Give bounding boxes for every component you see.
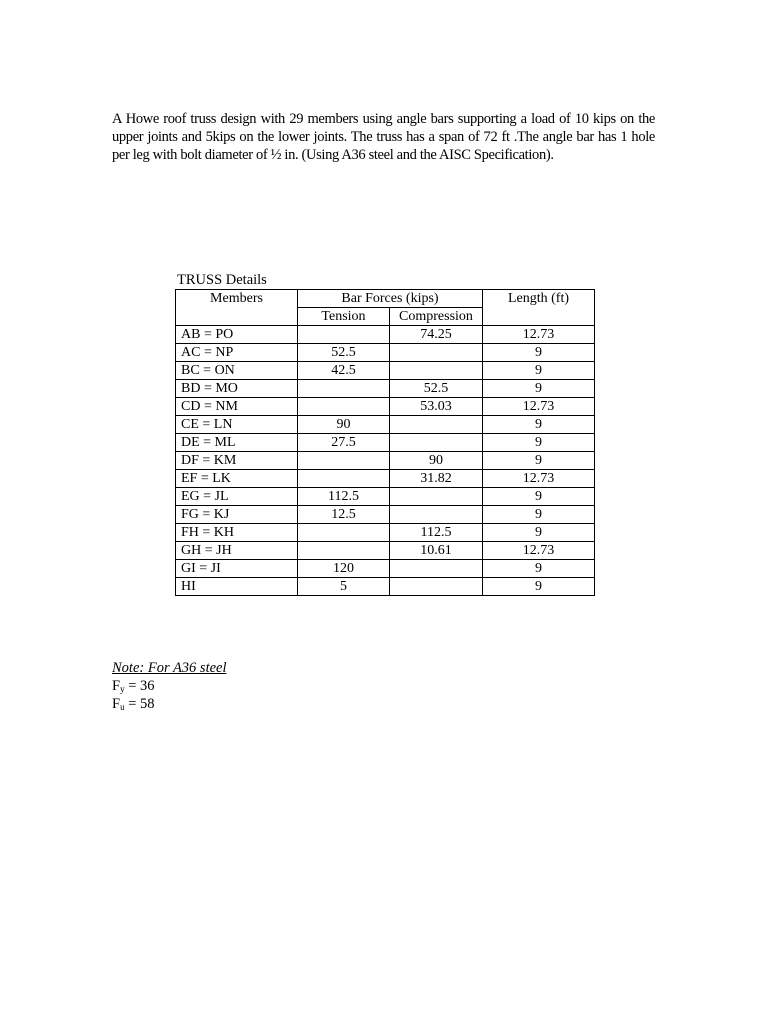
length-cell: 9 bbox=[483, 506, 595, 524]
fy-symbol: F bbox=[112, 678, 121, 694]
fy-value bbox=[112, 677, 227, 695]
table-row bbox=[176, 506, 595, 524]
member-cell: EF = LK bbox=[176, 470, 298, 488]
members-header: Members bbox=[176, 290, 298, 326]
table-caption: TRUSS Details bbox=[177, 272, 267, 288]
fy-equals: = 36 bbox=[124, 678, 155, 694]
tension-header: Tension bbox=[298, 308, 390, 326]
member-cell: CE = LN bbox=[176, 416, 298, 434]
problem-statement: A Howe roof truss design with 29 members using angle bars supporting a load of 10 kips on the upper joints and 5kips on the lower joints. The truss has a span of 72 ft .The angle bar has 1 hole per leg with bolt diameter of ½ in. (Using A36 steel and the AISC Specification). bbox=[112, 111, 655, 163]
table-row bbox=[176, 524, 595, 542]
length-cell: 9 bbox=[483, 560, 595, 578]
member-cell: FH = KH bbox=[176, 524, 298, 542]
compression-cell bbox=[390, 434, 483, 452]
table-row bbox=[176, 470, 595, 488]
table-row bbox=[176, 560, 595, 578]
table-row bbox=[176, 344, 595, 362]
tension-cell: 52.5 bbox=[298, 344, 390, 362]
tension-cell: 120 bbox=[298, 560, 390, 578]
member-cell: FG = KJ bbox=[176, 506, 298, 524]
length-cell: 9 bbox=[483, 380, 595, 398]
member-cell: DE = ML bbox=[176, 434, 298, 452]
tension-cell: 112.5 bbox=[298, 488, 390, 506]
length-header: Length (ft) bbox=[483, 290, 595, 326]
length-cell: 12.73 bbox=[483, 470, 595, 488]
member-cell: CD = NM bbox=[176, 398, 298, 416]
tension-cell bbox=[298, 452, 390, 470]
tension-cell bbox=[298, 398, 390, 416]
length-cell: 9 bbox=[483, 578, 595, 596]
tension-cell bbox=[298, 470, 390, 488]
length-cell: 9 bbox=[483, 416, 595, 434]
table-row bbox=[176, 326, 595, 344]
compression-cell: 74.25 bbox=[390, 326, 483, 344]
tension-cell bbox=[298, 326, 390, 344]
compression-cell: 52.5 bbox=[390, 380, 483, 398]
compression-cell bbox=[390, 560, 483, 578]
member-cell: BC = ON bbox=[176, 362, 298, 380]
member-cell: AC = NP bbox=[176, 344, 298, 362]
length-cell: 12.73 bbox=[483, 326, 595, 344]
length-cell: 9 bbox=[483, 452, 595, 470]
compression-cell bbox=[390, 344, 483, 362]
member-cell: HI bbox=[176, 578, 298, 596]
table-row bbox=[176, 452, 595, 470]
member-cell: AB = PO bbox=[176, 326, 298, 344]
length-cell: 9 bbox=[483, 362, 595, 380]
length-cell: 9 bbox=[483, 434, 595, 452]
member-cell: EG = JL bbox=[176, 488, 298, 506]
compression-cell: 53.03 bbox=[390, 398, 483, 416]
compression-cell bbox=[390, 578, 483, 596]
table-row bbox=[176, 542, 595, 560]
compression-cell bbox=[390, 506, 483, 524]
length-cell: 12.73 bbox=[483, 398, 595, 416]
member-cell: BD = MO bbox=[176, 380, 298, 398]
fu-subscript: u bbox=[120, 702, 125, 712]
compression-cell bbox=[390, 362, 483, 380]
member-cell: DF = KM bbox=[176, 452, 298, 470]
tension-cell bbox=[298, 380, 390, 398]
table-row bbox=[176, 434, 595, 452]
compression-cell bbox=[390, 416, 483, 434]
length-cell: 9 bbox=[483, 488, 595, 506]
length-cell: 12.73 bbox=[483, 542, 595, 560]
tension-cell bbox=[298, 542, 390, 560]
table-row bbox=[176, 398, 595, 416]
compression-cell: 90 bbox=[390, 452, 483, 470]
fy-subscript: y bbox=[120, 684, 125, 694]
table-row bbox=[176, 416, 595, 434]
compression-cell: 31.82 bbox=[390, 470, 483, 488]
compression-cell bbox=[390, 488, 483, 506]
tension-cell: 90 bbox=[298, 416, 390, 434]
tension-cell bbox=[298, 524, 390, 542]
bar-forces-header: Bar Forces (kips) bbox=[298, 290, 483, 308]
fu-equals: = 58 bbox=[124, 696, 155, 712]
table-header bbox=[176, 290, 595, 326]
compression-cell: 10.61 bbox=[390, 542, 483, 560]
length-cell: 9 bbox=[483, 344, 595, 362]
steel-note bbox=[112, 659, 227, 713]
compression-cell: 112.5 bbox=[390, 524, 483, 542]
member-cell: GI = JI bbox=[176, 560, 298, 578]
member-cell: GH = JH bbox=[176, 542, 298, 560]
tension-cell: 42.5 bbox=[298, 362, 390, 380]
fu-value bbox=[112, 695, 227, 713]
table-body bbox=[176, 326, 595, 596]
table-row bbox=[176, 488, 595, 506]
length-cell: 9 bbox=[483, 524, 595, 542]
tension-cell: 5 bbox=[298, 578, 390, 596]
note-heading: Note: For A36 steel bbox=[112, 660, 227, 676]
truss-details-table bbox=[175, 289, 595, 596]
tension-cell: 12.5 bbox=[298, 506, 390, 524]
table-row bbox=[176, 362, 595, 380]
tension-cell: 27.5 bbox=[298, 434, 390, 452]
fu-symbol: F bbox=[112, 696, 121, 712]
table-row bbox=[176, 578, 595, 596]
table-row bbox=[176, 380, 595, 398]
compression-header: Compression bbox=[390, 308, 483, 326]
